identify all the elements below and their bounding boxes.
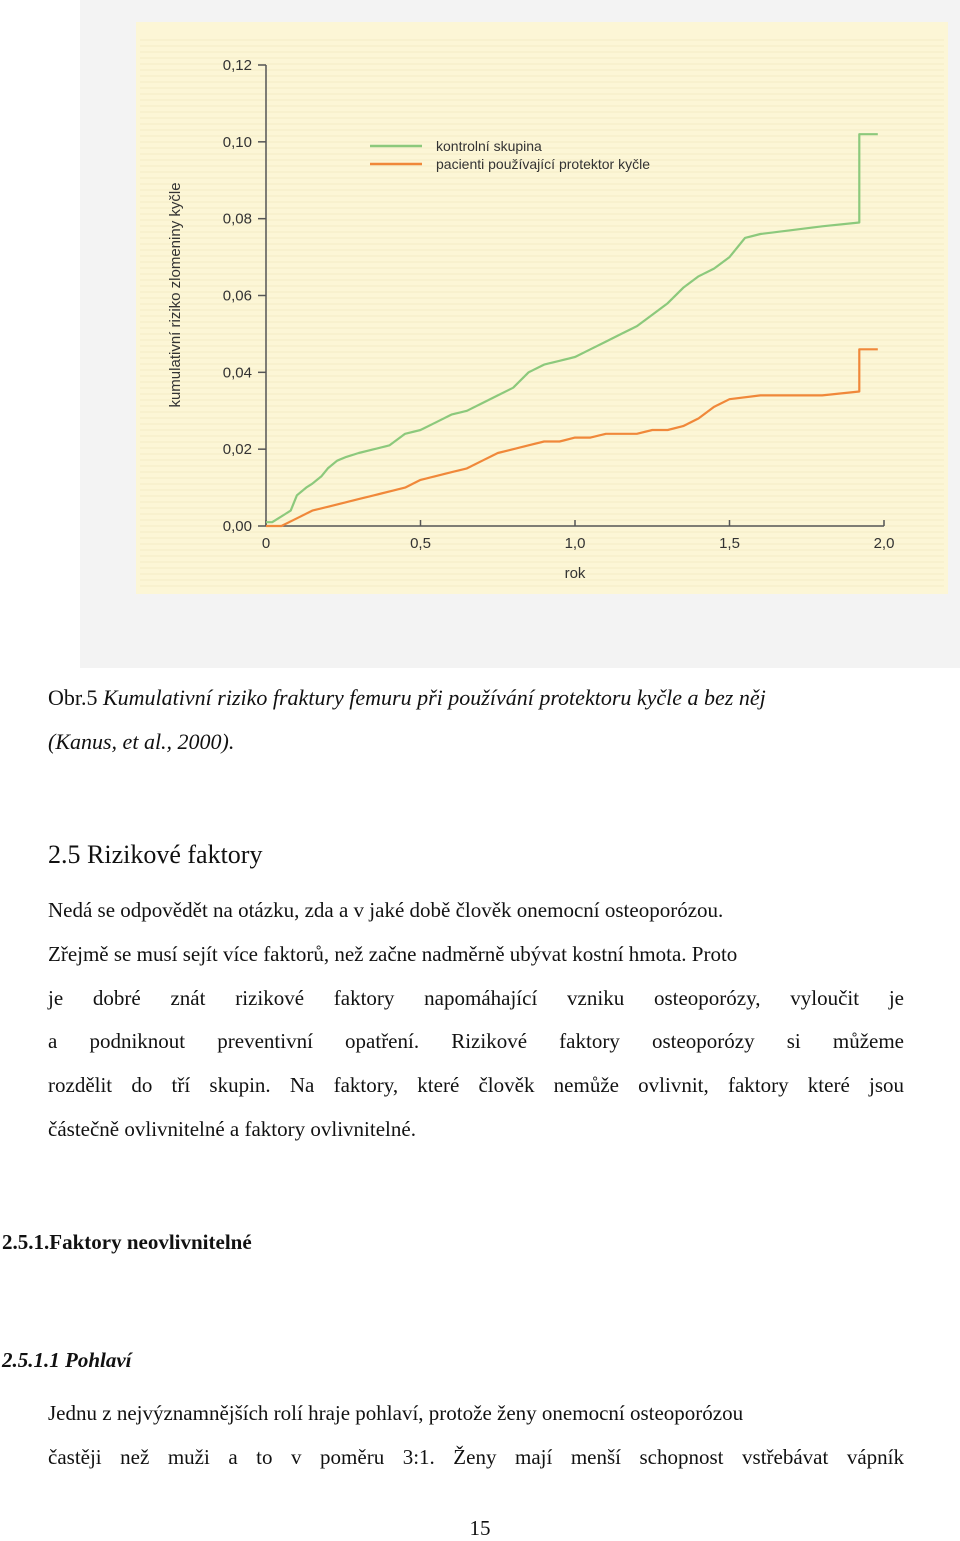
x-tick-label: 0,5 (410, 535, 431, 552)
paragraph-line: je dobré znát rizikové faktory napomáhající vzniku osteoporózy, vyloučit je (48, 985, 904, 1010)
y-tick-label: 0,12 (222, 57, 252, 74)
y-axis-label: kumulativní riziko zlomeniny kyčle (167, 182, 184, 408)
y-tick-label: 0,04 (222, 364, 252, 382)
paragraph-line: Zřejmě se musí sejít více faktorů, než začne nadměrně ubývat kostní hmota. Proto (48, 941, 738, 966)
x-tick-label: 1,0 (564, 535, 586, 552)
y-tick-label: 0,08 (222, 210, 252, 228)
y-tick-label: 0,02 (222, 441, 252, 459)
legend-label: pacienti používající protektor kyčle (436, 156, 650, 172)
x-axis-label: rok (564, 565, 586, 582)
paragraph-line: Jednu z nejvýznamnějších rolí hraje pohlaví, protože ženy onemocní osteoporózou (48, 1401, 744, 1425)
hip-fracture-chart (80, 0, 960, 668)
paragraph-line: a podniknout preventivní opatření. Rizikové faktory osteoporózy si můžeme (48, 1029, 904, 1054)
subsubsection-heading: 2.5.1.1 Pohlaví (2, 1348, 132, 1372)
page-number: 15 (469, 1516, 491, 1540)
caption-italic: Kumulativní riziko fraktury femuru při používání protektoru kyčle a bez něj (103, 685, 766, 710)
caption-line-2: (Kanus, et al., 2000). (48, 729, 235, 754)
section-heading: 2.5 Rizikové faktory (48, 840, 263, 869)
paragraph-line: Nedá se odpovědět na otázku, zda a v jaké době člověk onemocní osteoporózou. (48, 898, 724, 922)
legend-label: kontrolní skupina (436, 138, 542, 154)
caption-prefix: Obr.5 (48, 685, 103, 710)
paragraph-line: částečně ovlivnitelné a faktory ovlivnitelné. (48, 1116, 416, 1141)
figure (80, 0, 960, 668)
subsubsection-paragraph (48, 1392, 904, 1480)
paragraph-line: častěji než muži a to v poměru 3:1. Ženy mají menší schopnost vstřebávat vápník (48, 1444, 904, 1469)
y-tick-label: 0,10 (222, 133, 252, 151)
subsection-heading: 2.5.1.Faktory neovlivnitelné (2, 1230, 252, 1254)
section-paragraph (48, 889, 904, 1152)
x-tick-label: 0 (261, 535, 271, 552)
x-tick-label: 2,0 (873, 535, 895, 552)
paragraph-line: rozdělit do tří skupin. Na faktory, které člověk nemůže ovlivnit, faktory které jsou (48, 1073, 904, 1098)
figure-caption (48, 676, 908, 764)
caption-line-1 (48, 676, 908, 720)
y-tick-label: 0,06 (222, 287, 252, 305)
x-tick-label: 1,5 (719, 535, 740, 552)
y-tick-label: 0,00 (222, 518, 252, 535)
